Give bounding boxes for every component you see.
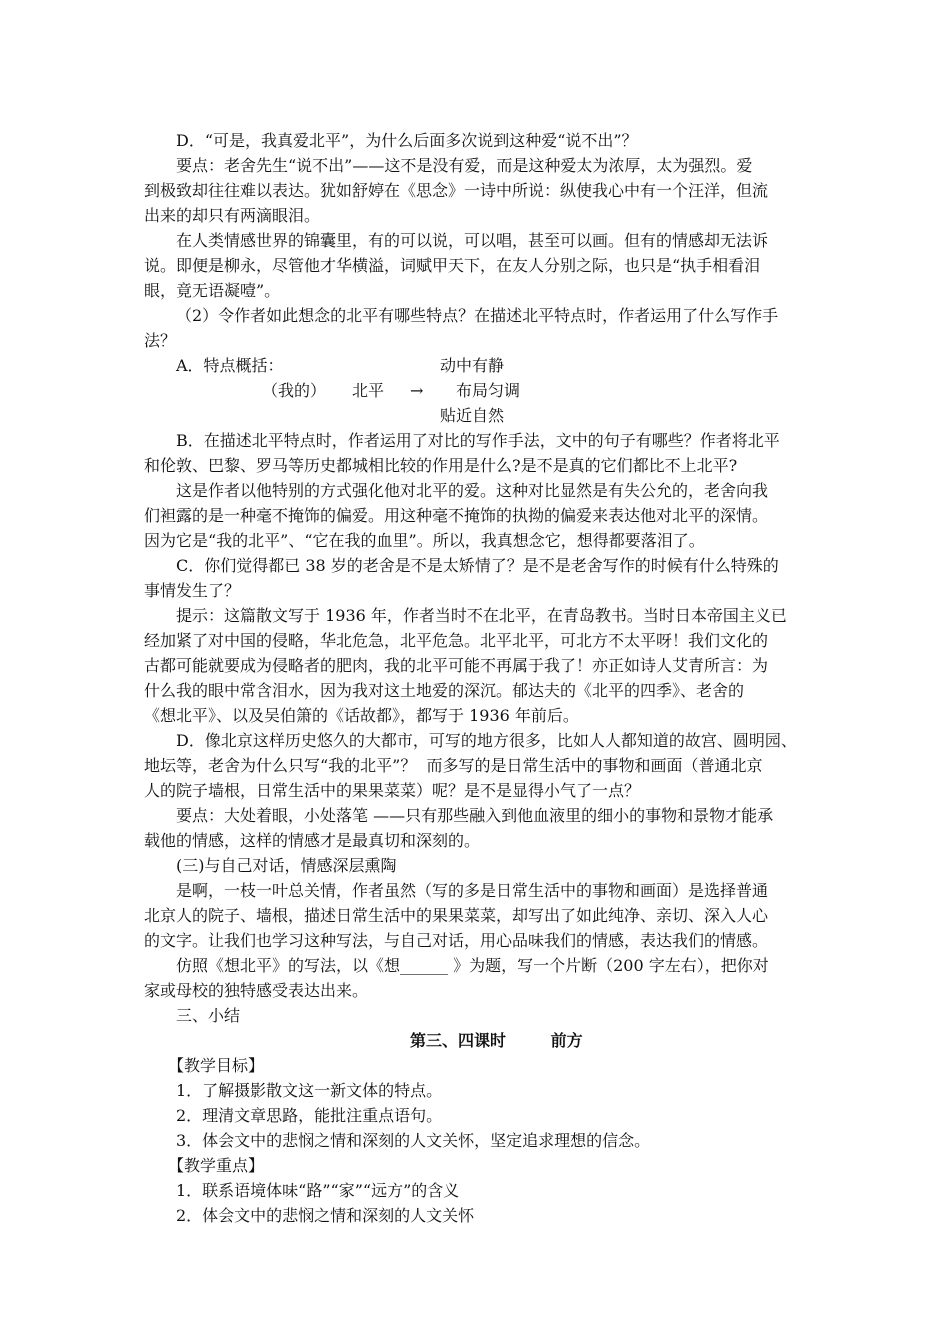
text-line: 人的院子墙根，日常生活中的果果菜菜）呢？是不是显得小气了一点？ — [144, 781, 641, 800]
feature-item: 贴近自然 — [440, 406, 505, 425]
lesson-title: 第三、四课时 前方 — [410, 1031, 583, 1050]
list-item: 2．体会文中的悲悯之情和深刻的人文关怀 — [176, 1206, 475, 1225]
list-item: 1．了解摄影散文这一新文体的特点。 — [176, 1081, 443, 1100]
arrow-icon: → — [410, 381, 424, 400]
text-line: 北京人的院子、墙根，描述日常生活中的果果菜菜，却写出了如此纯净、亲切、深入人心 — [144, 906, 769, 925]
text-line: 是啊，一枝一叶总关情，作者虽然（写的多是日常生活中的事物和画面）是选择普通 — [176, 881, 769, 900]
list-item: 1．联系语境体味“路”“家”“远方”的含义 — [176, 1181, 460, 1200]
text-line: 和伦敦、巴黎、罗马等历史都城相比较的作用是什么?是不是真的它们都比不上北平? — [144, 456, 738, 475]
text-line: 因为它是“我的北平”、“它在我的血里”。所以，我真想念它，想得都要落泪了。 — [144, 531, 705, 550]
feature-item: 布局匀调 — [456, 381, 521, 400]
section-heading: 三、小结 — [176, 1006, 241, 1025]
list-item: 2．理清文章思路，能批注重点语句。 — [176, 1106, 443, 1125]
text-line: （2）令作者如此想念的北平有哪些特点？在描述北平特点时，作者运用了什么写作手 — [176, 306, 779, 325]
text-line: 说。即便是柳永，尽管他才华横溢，词赋甲天下，在友人分别之际，也只是“执手相看泪 — [144, 256, 761, 275]
text-line: 在人类情感世界的锦囊里，有的可以说，可以唱，甚至可以画。但有的情感却无法诉 — [176, 231, 769, 250]
text-line: 出来的却只有两滴眼泪。 — [144, 206, 321, 225]
text-line: 到极致却往往难以表达。犹如舒婷在《思念》一诗中所说：纵使我心中有一个汪洋，但流 — [144, 181, 769, 200]
text-line: 仿照《想北平》的写法，以《想______ 》为题，写一个片断（200 字左右），把你对 — [176, 956, 769, 975]
text-line: 事情发生了？ — [144, 581, 241, 600]
text-line: 这是作者以他特别的方式强化他对北平的爱。这种对比显然是有失公允的，老舍向我 — [176, 481, 769, 500]
text-line: 要点：大处着眼，小处落笔 ——只有那些融入到他血液里的细小的事物和景物才能承 — [176, 806, 774, 825]
text-line: 的文字。让我们也学习这种写法，与自己对话，用心品味我们的情感，表达我们的情感。 — [144, 931, 769, 950]
feature-item: 动中有静 — [440, 356, 505, 375]
list-item: 3．体会文中的悲悯之情和深刻的人文关怀，坚定追求理想的信念。 — [176, 1131, 651, 1150]
text-line: B．在描述北平特点时，作者运用了对比的写作手法，文中的句子有哪些？作者将北平 — [176, 431, 780, 450]
text-line: 法？ — [144, 331, 177, 350]
subsection-heading: 【教学目标】 — [168, 1056, 265, 1075]
text-line: 提示：这篇散文写于 1936 年，作者当时不在北平，在青岛教书。当时日本帝国主义已 — [176, 606, 787, 625]
text-line: 什么我的眼中常含泪水，因为我对这土地爱的深沉。郁达夫的《北平的四季》、老舍的 — [144, 681, 745, 700]
feature-summary-label: A．特点概括： — [176, 356, 284, 375]
text-line: 《想北平》、以及吴伯箫的《话故都》，都写于 1936 年前后。 — [144, 706, 579, 725]
text-line: 经加紧了对中国的侵略，华北危急，北平危急。北平北平，可北方不太平呀！我们文化的 — [144, 631, 769, 650]
text-line: 们袒露的是一种毫不掩饰的偏爱。用这种毫不掩饰的执拗的偏爱来表达他对北平的深情。 — [144, 506, 769, 525]
text-line: 眼，竟无语凝噎”。 — [144, 281, 281, 300]
text-line: 古都可能就要成为侵略者的肥肉，我的北平可能不再属于我了！亦正如诗人艾青所言：为 — [144, 656, 769, 675]
feature-subject-prefix: （我的） — [262, 381, 327, 400]
text-line: D．像北京这样历史悠久的大都市，可写的地方很多，比如人人都知道的故宫、圆明园、 — [176, 731, 797, 750]
text-line: 地坛等，老舍为什么只写“我的北平”？ 而多写的是日常生活中的事物和画面（普通北京 — [144, 756, 763, 775]
subsection-heading: 【教学重点】 — [168, 1156, 265, 1175]
text-line: D．“可是，我真爱北平”，为什么后面多次说到这种爱“说不出”？ — [176, 131, 638, 150]
feature-subject: 北平 — [352, 381, 385, 400]
text-line: C．你们觉得都已 38 岁的老舍是不是太矫情了？是不是老舍写作的时候有什么特殊的 — [176, 556, 779, 575]
text-line: 载他的情感，这样的情感才是最真切和深刻的。 — [144, 831, 481, 850]
text-line: 家或母校的独特感受表达出来。 — [144, 981, 369, 1000]
section-heading: (三)与自己对话，情感深层熏陶 — [176, 856, 397, 875]
text-line: 要点：老舍先生“说不出”——这不是没有爱，而是这种爱太为浓厚，太为强烈。爱 — [176, 156, 753, 175]
